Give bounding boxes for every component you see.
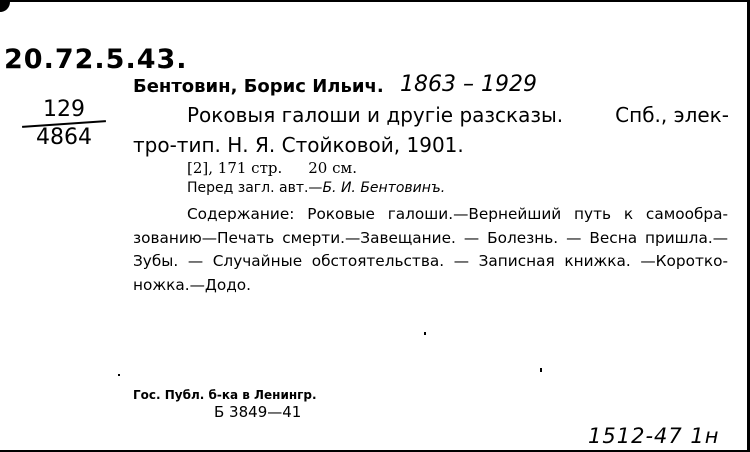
- title-line: [187, 103, 729, 127]
- contents-line: ножка.—Додо.: [133, 275, 252, 294]
- pagination: [2], 171 стр.: [187, 159, 283, 177]
- library-stamp: Гос. Публ. б-ка в Ленингр.: [133, 388, 317, 402]
- stamp-number: Б 3849—41: [214, 403, 302, 421]
- author-heading: Бентовин, Борис Ильич.: [133, 76, 384, 97]
- note-author: Б. И. Бентовинъ.: [322, 180, 446, 196]
- fraction-numerator: 129: [43, 97, 85, 122]
- handwritten-fraction: [18, 98, 110, 150]
- card-corner-notch: [0, 2, 10, 12]
- scan-speck: [540, 368, 542, 372]
- handwritten-bottom-number: 1512-47 1н: [588, 424, 720, 448]
- contents-block: [133, 203, 728, 297]
- collation-line: [187, 159, 357, 177]
- contents-line: Зубы. — Случайные обстоятельства. — Записная книжка. —Коротко-: [133, 252, 728, 270]
- book-size: 20 см.: [308, 159, 357, 177]
- contents-line: Содержание: Роковые галоши.—Вернейший путь к самообра-: [187, 205, 728, 223]
- note-prefix: Перед загл. авт.—: [187, 180, 323, 196]
- scan-speck: [118, 374, 120, 376]
- book-title: Роковыя галоши и другіе разсказы.: [187, 103, 564, 127]
- publication-start: Спб., элек-: [615, 103, 729, 127]
- fraction-denominator: 4864: [36, 125, 92, 150]
- contents-line: зованию—Печать смерти.—Завещание. — Болезнь. — Весна пришла.—: [133, 228, 728, 247]
- call-number: 20.72.5.43.: [4, 44, 188, 75]
- author-years: 1863 – 1929: [400, 72, 537, 97]
- author-note: [187, 180, 445, 196]
- scan-speck: [424, 332, 426, 335]
- publication-line: тро-тип. Н. Я. Стойковой, 1901.: [133, 133, 464, 157]
